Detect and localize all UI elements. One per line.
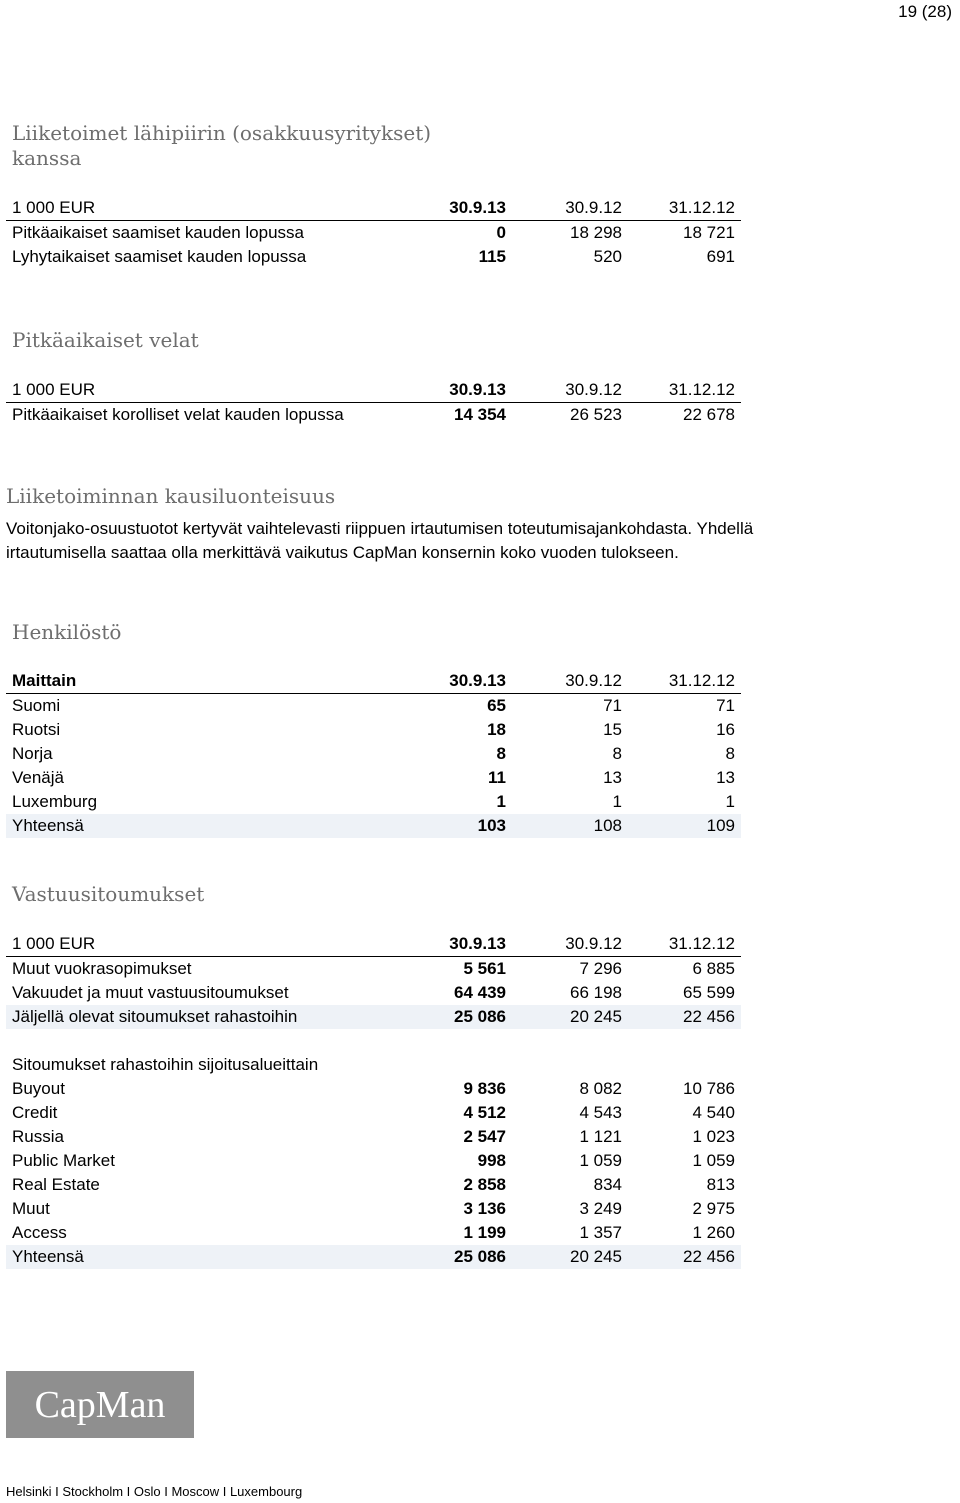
table-header-row: [6, 669, 741, 694]
row-value: 520: [593, 247, 622, 266]
header-cell: 30.9.13: [378, 378, 512, 403]
row-value: 834: [593, 1175, 622, 1194]
table-row: [6, 742, 741, 766]
row-label: Pitkäaikaiset saamiset kauden lopussa: [12, 223, 304, 242]
row-value: 22 678: [683, 405, 735, 424]
table-row: [6, 245, 741, 269]
row-value: 8 082: [579, 1079, 622, 1098]
row-label: Yhteensä: [6, 1245, 378, 1269]
row-label: Real Estate: [12, 1175, 100, 1194]
row-value: 1: [496, 792, 506, 811]
spacer-row: [6, 1029, 741, 1053]
row-value: 18: [487, 720, 506, 739]
row-value: 1 121: [579, 1127, 622, 1146]
row-label: Suomi: [12, 696, 61, 715]
table-header-row: [6, 196, 741, 221]
header-cell: 31.12.12: [628, 669, 741, 694]
row-value: 71: [603, 696, 622, 715]
row-value: 7 296: [579, 959, 622, 978]
row-value: 115: [478, 247, 506, 266]
row-value: 8: [612, 744, 622, 763]
row-value: 8: [725, 744, 735, 763]
row-value: 9 836: [463, 1079, 506, 1098]
header-cell: 1 000 EUR: [6, 196, 378, 221]
row-value: 18 721: [683, 223, 735, 242]
row-value: 22 456: [628, 1005, 741, 1029]
header-cell: Maittain: [6, 669, 378, 694]
table-row: [6, 1149, 741, 1173]
commitments-section-title: Vastuusitoumukset: [12, 882, 205, 906]
row-value: 998: [477, 1151, 506, 1170]
header-cell: 1 000 EUR: [6, 932, 378, 957]
row-label: Public Market: [12, 1151, 115, 1170]
row-value: 10 786: [683, 1079, 735, 1098]
row-value: 3 249: [579, 1199, 622, 1218]
table-row: [6, 790, 741, 814]
header-cell: 30.9.12: [512, 932, 628, 957]
row-value: 13: [603, 768, 622, 787]
row-value: 1 199: [463, 1223, 506, 1242]
header-cell: 31.12.12: [628, 196, 741, 221]
row-value: 11: [488, 768, 506, 787]
table-row: [6, 403, 741, 428]
row-value: 109: [628, 814, 741, 838]
row-label: Ruotsi: [12, 720, 61, 739]
capman-logo-mark: [20, 1380, 180, 1430]
row-value: 6 885: [692, 959, 735, 978]
footer-locations: Helsinki I Stockholm I Oslo I Moscow I Luxembourg: [6, 1484, 303, 1499]
row-value: 3 136: [463, 1199, 506, 1218]
liabilities-section-title: Pitkäaikaiset velat: [12, 328, 199, 352]
table-row: [6, 1077, 741, 1101]
total-row: [6, 1245, 741, 1269]
row-value: 1: [725, 792, 735, 811]
row-value: 691: [706, 247, 735, 266]
row-value: 1 023: [692, 1127, 735, 1146]
related-title-line1: Liiketoimet lähipiirin (osakkuusyritykset): [12, 121, 432, 145]
row-value: 8: [496, 744, 506, 763]
table-row: [6, 221, 741, 246]
table-row: [6, 694, 741, 719]
row-value: 1 059: [579, 1151, 622, 1170]
row-value: 64 439: [454, 983, 506, 1002]
table-row: [6, 766, 741, 790]
row-label: Pitkäaikaiset korolliset velat kauden lopussa: [12, 405, 344, 424]
row-label: Access: [12, 1223, 67, 1242]
header-cell: 31.12.12: [628, 378, 741, 403]
related-title-line2: kanssa: [12, 146, 82, 170]
row-value: 65 599: [683, 983, 735, 1002]
seasonality-section-title: Liiketoiminnan kausiluonteisuus: [6, 484, 336, 508]
row-label: Lyhytaikaiset saamiset kauden lopussa: [12, 247, 307, 266]
row-value: 18 298: [570, 223, 622, 242]
seasonality-line2: irtautumisella saattaa olla merkittävä vaikutus CapMan konsernin koko vuoden tulokseen.: [6, 543, 679, 562]
row-value: 14 354: [454, 405, 506, 424]
header-cell: 30.9.12: [512, 378, 628, 403]
liabilities-table: [6, 378, 741, 427]
capman-logo: [6, 1371, 194, 1438]
header-cell: 30.9.12: [512, 196, 628, 221]
table-row: [6, 957, 741, 982]
row-value: 0: [496, 223, 506, 242]
logo-text: CapMan: [34, 1383, 166, 1426]
personnel-table: [6, 669, 741, 838]
row-label: Norja: [12, 744, 53, 763]
row-value: 25 086: [378, 1005, 512, 1029]
table-header-row: [6, 932, 741, 957]
row-label: Yhteensä: [6, 814, 378, 838]
table-row: [6, 1101, 741, 1125]
row-label: Jäljellä olevat sitoumukset rahastoihin: [6, 1005, 378, 1029]
row-label: Buyout: [12, 1079, 65, 1098]
related-table: [6, 196, 741, 269]
header-cell: 30.9.13: [378, 196, 512, 221]
row-label: Vakuudet ja muut vastuusitoumukset: [12, 983, 289, 1002]
row-label: Muut: [12, 1199, 50, 1218]
subsection-title-row: [6, 1053, 741, 1077]
row-value: 108: [512, 814, 628, 838]
table-row: [6, 1125, 741, 1149]
row-value: 20 245: [512, 1245, 628, 1269]
table-row: [6, 1005, 741, 1029]
header-cell: 1 000 EUR: [6, 378, 378, 403]
row-value: 103: [378, 814, 512, 838]
row-value: 25 086: [378, 1245, 512, 1269]
row-label: Luxemburg: [12, 792, 98, 811]
total-row: [6, 814, 741, 838]
row-value: 71: [716, 696, 735, 715]
row-value: 20 245: [512, 1005, 628, 1029]
row-value: 4 540: [692, 1103, 735, 1122]
personnel-section-title: Henkilöstö: [12, 620, 122, 644]
row-label: Credit: [12, 1103, 58, 1122]
row-value: 2 858: [463, 1175, 506, 1194]
row-value: 1: [612, 792, 622, 811]
related-section-title: [12, 121, 431, 171]
row-value: 4 512: [463, 1103, 506, 1122]
table-row: [6, 1221, 741, 1245]
row-value: 26 523: [570, 405, 622, 424]
table-row: [6, 1197, 741, 1221]
row-value: 2 975: [692, 1199, 735, 1218]
row-value: 22 456: [628, 1245, 741, 1269]
row-value: 15: [603, 720, 622, 739]
by-area-title: Sitoumukset rahastoihin sijoitusalueittain: [12, 1055, 319, 1074]
row-value: 813: [706, 1175, 735, 1194]
table-row: [6, 718, 741, 742]
row-value: 66 198: [570, 983, 622, 1002]
row-value: 1 260: [692, 1223, 735, 1242]
row-value: 1 357: [579, 1223, 622, 1242]
row-label: Russia: [12, 1127, 64, 1146]
row-value: 2 547: [463, 1127, 506, 1146]
row-value: 13: [716, 768, 735, 787]
page-number: 19 (28): [898, 2, 952, 21]
row-value: 5 561: [463, 959, 506, 978]
header-cell: 30.9.13: [378, 669, 512, 694]
row-value: 4 543: [579, 1103, 622, 1122]
commitments-table: [6, 932, 741, 1269]
row-value: 16: [716, 720, 735, 739]
row-value: 65: [487, 696, 506, 715]
table-header-row: [6, 378, 741, 403]
row-label: Venäjä: [12, 768, 64, 787]
table-row: [6, 1173, 741, 1197]
header-cell: 30.9.13: [378, 932, 512, 957]
row-label: Muut vuokrasopimukset: [12, 959, 192, 978]
row-value: 1 059: [692, 1151, 735, 1170]
table-row: [6, 981, 741, 1005]
seasonality-line1: Voitonjako-osuustuotot kertyvät vaihtelevasti riippuen irtautumisen toteutumisajankohdasta. Yhdellä: [6, 519, 754, 538]
seasonality-paragraph: [6, 517, 906, 565]
header-cell: 31.12.12: [628, 932, 741, 957]
header-cell: 30.9.12: [512, 669, 628, 694]
